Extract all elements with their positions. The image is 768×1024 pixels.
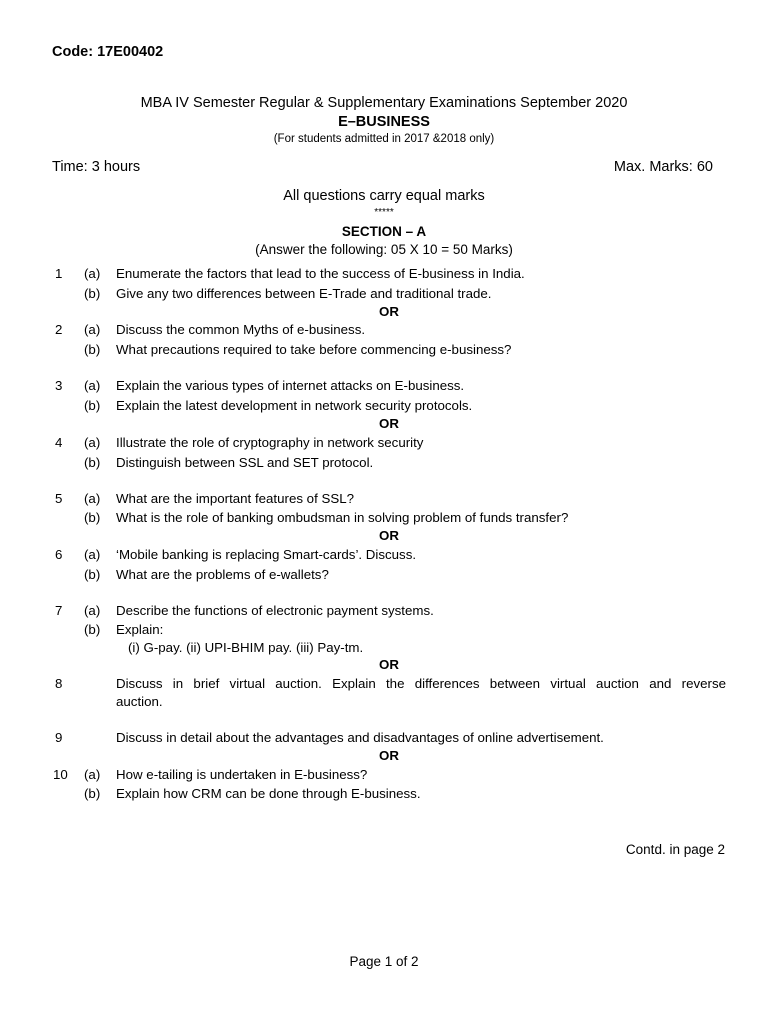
part-label: (a) (84, 767, 101, 782)
question-text: What are the problems of e-wallets? (116, 567, 329, 582)
question-text: Describe the functions of electronic payment systems. (116, 603, 434, 618)
part-label: (b) (84, 622, 101, 637)
or-divider: OR (379, 304, 399, 319)
part-label: (b) (84, 455, 101, 470)
part-label: (b) (84, 398, 101, 413)
part-label: (a) (84, 603, 101, 618)
exam-title: MBA IV Semester Regular & Supplementary Examinations September 2020 (140, 95, 628, 111)
part-label: (a) (84, 435, 101, 450)
question-text: Illustrate the role of cryptography in network security (116, 435, 424, 450)
part-label: (a) (84, 547, 101, 562)
max-marks: Max. Marks: 60 (613, 159, 713, 175)
part-label: (a) (84, 378, 101, 393)
part-label: (b) (84, 786, 101, 801)
part-label: (b) (84, 286, 101, 301)
continued-note: Contd. in page 2 (625, 842, 725, 857)
question-text: Explain the latest development in network security protocols. (116, 398, 473, 413)
page-number: Page 1 of 2 (349, 954, 419, 969)
part-label: (a) (84, 266, 101, 281)
subject-title: E–BUSINESS (338, 114, 430, 130)
question-number: 6 (55, 547, 63, 562)
question-text: What precautions required to take before commencing e-business? (116, 342, 512, 357)
question-text: Discuss in brief virtual auction. Explain the differences between virtual auction and reverse (116, 676, 726, 691)
question-text: What are the important features of SSL? (116, 491, 354, 506)
part-label: (a) (84, 491, 101, 506)
question-number: 3 (55, 378, 63, 393)
or-divider: OR (379, 657, 399, 672)
question-text: Discuss the common Myths of e-business. (116, 322, 366, 337)
question-number: 1 (55, 266, 63, 281)
part-label: (b) (84, 342, 101, 357)
question-text: How e-tailing is undertaken in E-business? (116, 767, 368, 782)
question-text: Explain the various types of internet attacks on E-business. (116, 378, 465, 393)
question-text: Enumerate the factors that lead to the success of E-business in India. (116, 266, 525, 281)
question-subparts: (i) G-pay. (ii) UPI-BHIM pay. (iii) Pay-tm. (128, 640, 364, 655)
or-divider: OR (379, 748, 399, 763)
question-text: Distinguish between SSL and SET protocol. (116, 455, 374, 470)
question-number: 7 (55, 603, 63, 618)
section-title: SECTION – A (341, 224, 427, 239)
question-number: 2 (55, 322, 63, 337)
answer-instruction: (Answer the following: 05 X 10 = 50 Marks) (255, 242, 513, 257)
question-number: 9 (55, 730, 63, 745)
question-number: 10 (53, 767, 68, 782)
exam-time: Time: 3 hours (52, 159, 141, 175)
or-divider: OR (379, 528, 399, 543)
or-divider: OR (379, 416, 399, 431)
question-number: 4 (55, 435, 63, 450)
question-text: ‘Mobile banking is replacing Smart-cards’. Discuss. (116, 547, 417, 562)
exam-code: Code: 17E00402 (52, 44, 164, 60)
stars-divider: ***** (374, 207, 394, 218)
question-text: Explain: (116, 622, 164, 637)
question-text: What is the role of banking ombudsman in solving problem of funds transfer? (116, 510, 569, 525)
question-number: 8 (55, 676, 63, 691)
part-label: (b) (84, 510, 101, 525)
question-number: 5 (55, 491, 63, 506)
question-text: Discuss in detail about the advantages and disadvantages of online advertisement. (116, 730, 604, 745)
part-label: (a) (84, 322, 101, 337)
question-text: Give any two differences between E-Trade and traditional trade. (116, 286, 492, 301)
part-label: (b) (84, 567, 101, 582)
admission-note: (For students admitted in 2017 &2018 only) (273, 133, 495, 145)
question-text: Explain how CRM can be done through E-business. (116, 786, 421, 801)
question-text-continued: auction. (116, 694, 163, 709)
marks-instruction: All questions carry equal marks (283, 188, 485, 204)
